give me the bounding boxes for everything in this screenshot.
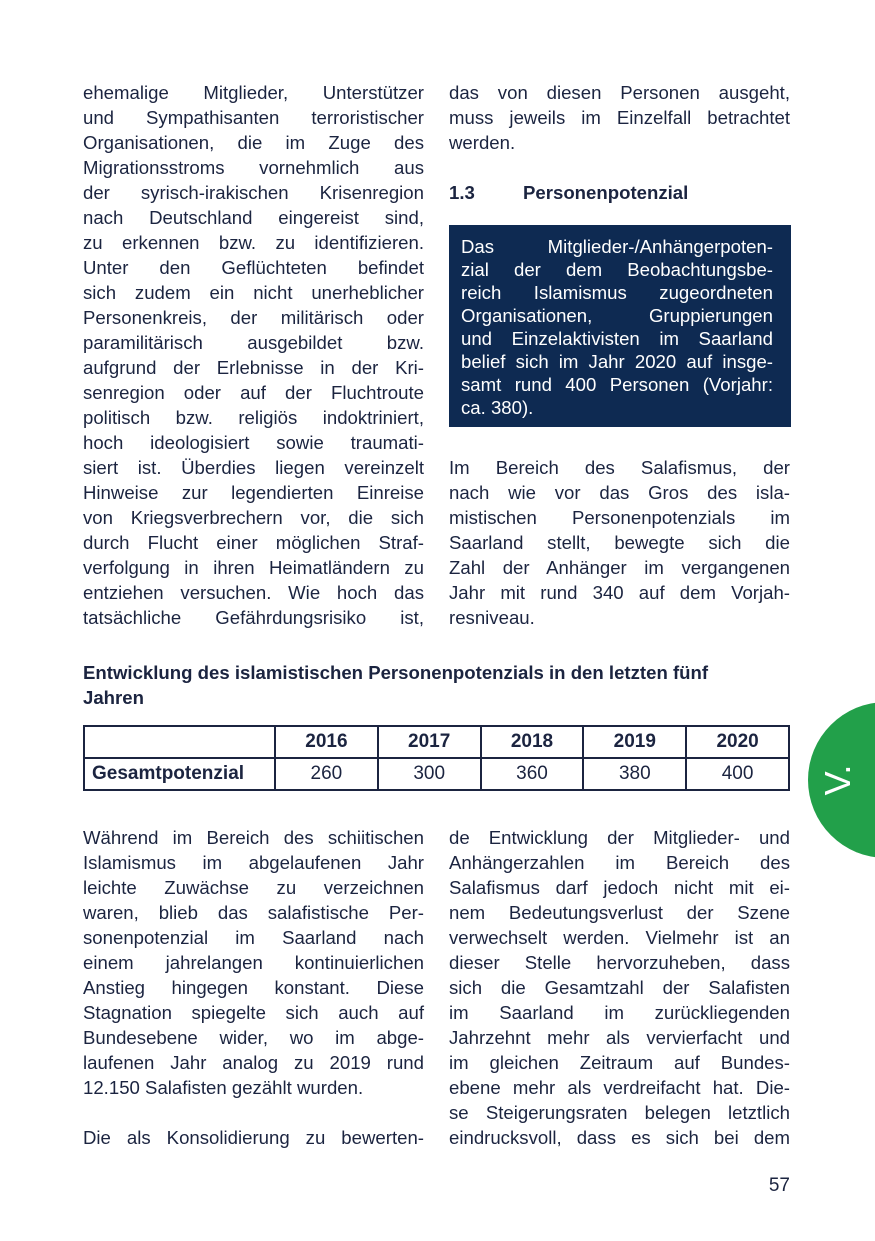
year-header: 2017 (378, 726, 481, 758)
text-line: paramilitärisch ausgebildet bzw. (83, 332, 424, 353)
box-line: und Einzelaktivisten im Saarland (461, 328, 773, 349)
text-line: leichte Zuwächse zu verzeichnen (83, 877, 424, 898)
text-line: nach wie vor das Gros des isla- (449, 482, 790, 503)
text-line: Hinweise zur legendierten Einreise (83, 482, 424, 503)
text-line: de Entwicklung der Mitglieder- und (449, 827, 790, 848)
text-line: Anhängerzahlen im Bereich des (449, 852, 790, 873)
text-line: Salafismus darf jedoch nicht mit ei- (449, 877, 790, 898)
text-line: Islamismus im abgelaufenen Jahr (83, 852, 424, 873)
value-cell: 400 (686, 758, 789, 790)
text-line: Während im Bereich des schiitischen (83, 827, 424, 848)
year-header: 2019 (583, 726, 686, 758)
text-line: eindrucksvoll, dass es sich bei dem (449, 1127, 790, 1148)
year-header: 2020 (686, 726, 789, 758)
text-line: laufenen Jahr analog zu 2019 rund (83, 1052, 424, 1073)
text-line: nem Bedeutungsverlust der Szene (449, 902, 790, 923)
text-line: und Sympathisanten terroristischer (83, 107, 424, 128)
box-line: Organisationen, Gruppierungen (461, 305, 773, 326)
text-line: Migrationsstroms vornehmlich aus (83, 157, 424, 178)
text-line: dieser Stelle hervorzuheben, dass (449, 952, 790, 973)
text-line: 12.150 Salafisten gezählt wurden. (83, 1077, 364, 1098)
text-line: verwechselt werden. Vielmehr ist an (449, 927, 790, 948)
value-cell: 300 (378, 758, 481, 790)
text-line: werden. (449, 132, 516, 153)
text-line: sich zudem ein nicht unerheblicher (83, 282, 424, 303)
text-line: sonenpotenzial im Saarland nach (83, 927, 424, 948)
text-line: nach Deutschland eingereist sind, (83, 207, 424, 228)
box-line: reich Islamismus zugeordneten (461, 282, 773, 303)
table-header-row (84, 726, 789, 758)
year-header: 2018 (481, 726, 584, 758)
text-line: tatsächliche Gefährdungsrisiko ist, (83, 607, 424, 628)
section-number: 1.3 (449, 182, 475, 203)
text-line: se Steigerungsraten belegen letztlich (449, 1102, 790, 1123)
text-line: Jahr mit rund 340 auf dem Vorjah- (449, 582, 790, 603)
text-line: entziehen versuchen. Wie hoch das (83, 582, 424, 603)
highlight-box (449, 225, 791, 427)
personenpotenzial-table (83, 725, 790, 791)
page-number: 57 (768, 1175, 790, 1196)
text-line: einem jahrelangen kontinuierlichen (83, 952, 424, 973)
text-line: ebene mehr als verdreifacht hat. Die- (449, 1077, 790, 1098)
table-title (83, 660, 783, 710)
value-cell: 260 (275, 758, 378, 790)
text-line: zu erkennen bzw. zu identifizieren. (83, 232, 424, 253)
value-cell: 360 (481, 758, 584, 790)
text-line: Unter den Geflüchteten befindet (83, 257, 424, 278)
box-line: zial der dem Beobachtungsbe- (461, 259, 773, 280)
text-line: mistischen Personenpotenzials im (449, 507, 790, 528)
text-line: Anstieg hingegen konstant. Diese (83, 977, 424, 998)
text-line: hoch ideologisiert sowie traumati- (83, 432, 424, 453)
value-cell: 380 (583, 758, 686, 790)
text-line: senregion oder auf der Fluchtroute (83, 382, 424, 403)
text-line: aufgrund der Erlebnisse in der Kri- (83, 357, 424, 378)
text-line: sich die Gesamtzahl der Salafisten (449, 977, 790, 998)
box-line: ca. 380). (461, 397, 534, 418)
text-line: Die als Konsolidierung zu bewerten- (83, 1127, 424, 1148)
text-line: Jahrzehnt mehr als vervierfacht und (449, 1027, 790, 1048)
text-line: Organisationen, die im Zuge des (83, 132, 424, 153)
section-title: Personenpotenzial (523, 182, 689, 203)
text-line: das von diesen Personen ausgeht, (449, 82, 790, 103)
text-line: im Saarland im zurückliegenden (449, 1002, 790, 1023)
text-line: waren, blieb das salafistische Per- (83, 902, 424, 923)
table-title-line: Entwicklung des islamistischen Personenpotenzials in den letzten fünf (83, 662, 709, 683)
text-line: Zahl der Anhänger im vergangenen (449, 557, 790, 578)
box-line: belief sich im Jahr 2020 auf insge- (461, 351, 773, 372)
text-line: siert ist. Überdies liegen vereinzelt (83, 457, 424, 478)
text-line: Saarland stellt, bewegte sich die (449, 532, 790, 553)
text-line: muss jeweils im Einzelfall betrachtet (449, 107, 790, 128)
text-line: politisch bzw. religiös indoktriniert, (83, 407, 424, 428)
row-label: Gesamtpotenzial (84, 758, 275, 790)
box-line: samt rund 400 Personen (Vorjahr: (461, 374, 773, 395)
text-line: der syrisch-irakischen Krisenregion (83, 182, 424, 203)
text-line: Stagnation spiegelte sich auch auf (83, 1002, 424, 1023)
box-line: Das Mitglieder-/Anhängerpoten- (461, 236, 773, 257)
table-row (84, 758, 789, 790)
chapter-tab-label: V. (817, 764, 858, 796)
text-line: Bundesebene wider, wo im abge- (83, 1027, 424, 1048)
text-line: resniveau. (449, 607, 535, 628)
year-header: 2016 (275, 726, 378, 758)
text-line: im gleichen Zeitraum auf Bundes- (449, 1052, 790, 1073)
text-line: verfolgung in ihren Heimatländern zu (83, 557, 424, 578)
text-line: von Kriegsverbrechern vor, die sich (83, 507, 424, 528)
text-line: durch Flucht einer möglichen Straf- (83, 532, 424, 553)
text-line: Personenkreis, der militärisch oder (83, 307, 424, 328)
text-line: ehemalige Mitglieder, Unterstützer (83, 82, 424, 103)
text-line: Im Bereich des Salafismus, der (449, 457, 790, 478)
table-corner-cell (84, 726, 275, 758)
table-title-line: Jahren (83, 687, 144, 708)
